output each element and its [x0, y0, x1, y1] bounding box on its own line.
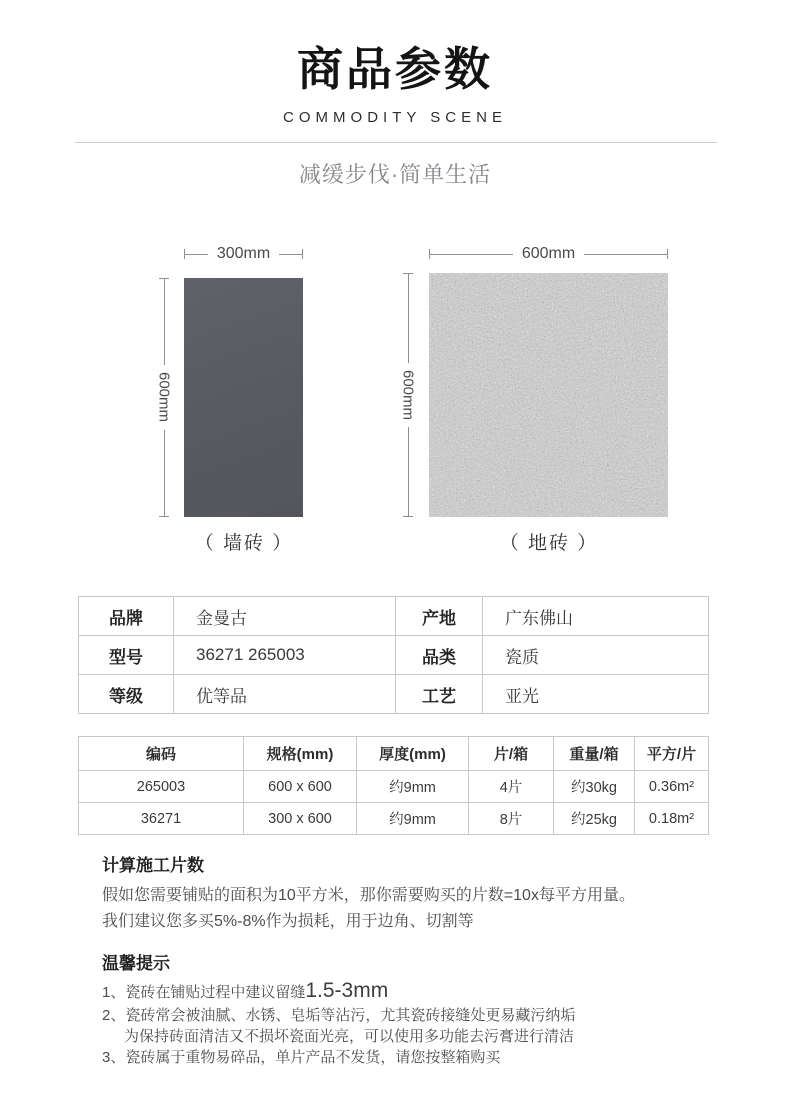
tips-item-1 [102, 979, 722, 1005]
spec-cell: 300 x 600 [244, 803, 357, 835]
spec-header-pieces-per-box: 片/箱 [469, 737, 554, 771]
spec-cell: 4片 [469, 771, 554, 803]
calc-line-2: 我们建议您多买5%-8%作为损耗，用于边角、切割等 [102, 913, 474, 930]
info-label-finish: 工艺 [396, 675, 483, 714]
spec-table [78, 736, 709, 835]
info-label-category: 品类 [396, 636, 483, 675]
table-row [79, 771, 709, 803]
dimension-line [164, 430, 165, 516]
calc-section-body [102, 883, 722, 935]
wall-tile-height-dimension [155, 278, 173, 517]
spec-cell: 约30kg [554, 771, 635, 803]
table-header-row [79, 737, 709, 771]
floor-tile-width-dimension [429, 246, 668, 262]
tips-item-2-line-1: 2、瓷砖常会被油腻、水锈、皂垢等沾污，尤其瓷砖接缝处更易藏污纳垢 [102, 1007, 576, 1024]
wall-tile-image [184, 278, 303, 517]
floor-tile-caption: （ 地砖 ） [499, 533, 599, 554]
header-divider [75, 142, 717, 143]
calc-section-heading: 计算施工片数 [102, 856, 204, 875]
product-info-table [78, 596, 709, 714]
tips-item-2-line-2: 为保持砖面清洁又不损坏瓷面光亮，可以使用多功能去污膏进行清洁 [124, 1028, 575, 1045]
floor-tile-width-label: 600mm [521, 245, 576, 262]
info-value-grade: 优等品 [174, 675, 396, 714]
info-label-grade: 等级 [79, 675, 174, 714]
dimension-tick [302, 249, 303, 259]
spec-header-thickness: 厚度(mm) [357, 737, 469, 771]
spec-header-weight-per-box: 重量/箱 [554, 737, 635, 771]
info-label-origin: 产地 [396, 597, 483, 636]
dimension-line [408, 427, 409, 516]
spec-cell: 600 x 600 [244, 771, 357, 803]
floor-tile-height-dimension [399, 273, 417, 517]
page-tagline: 减缓步伐·简单生活 [298, 162, 492, 187]
tips-section-body [102, 979, 722, 1068]
info-value-brand: 金曼古 [174, 597, 396, 636]
page-subtitle: COMMODITY SCENE [283, 109, 507, 126]
spec-header-size: 规格(mm) [244, 737, 357, 771]
spec-cell: 约25kg [554, 803, 635, 835]
dimension-tick [403, 516, 413, 517]
dimension-line [584, 254, 667, 255]
floor-tile-image [429, 273, 668, 517]
table-row [79, 803, 709, 835]
dimension-line [164, 279, 165, 365]
wall-tile-width-dimension [184, 246, 303, 262]
dimension-line [408, 274, 409, 363]
spec-header-code: 编码 [79, 737, 244, 771]
tips-item-1-emphasis: 1.5-3mm [305, 979, 389, 1002]
wall-tile-width-label: 300mm [216, 245, 271, 262]
tips-section-heading: 温馨提示 [102, 954, 170, 973]
table-row [79, 597, 709, 636]
page-title: 商品参数 [297, 43, 493, 95]
info-value-origin: 广东佛山 [483, 597, 709, 636]
table-row [79, 636, 709, 675]
info-value-finish: 亚光 [483, 675, 709, 714]
info-label-brand: 品牌 [79, 597, 174, 636]
tips-item-3: 3、瓷砖属于重物易碎品，单片产品不发货，请您按整箱购买 [102, 1049, 501, 1066]
floor-tile-height-label: 600mm [399, 369, 417, 421]
spec-cell: 约9mm [357, 803, 469, 835]
spec-cell: 8片 [469, 803, 554, 835]
spec-header-area-per-piece: 平方/片 [635, 737, 709, 771]
dimension-line [430, 254, 513, 255]
info-value-model: 36271 265003 [174, 636, 396, 675]
calc-line-1: 假如您需要铺贴的面积为10平方米，那你需要购买的片数=10x每平方用量。 [102, 887, 635, 904]
spec-cell: 265003 [79, 771, 244, 803]
spec-cell: 0.18m² [635, 803, 709, 835]
spec-cell: 36271 [79, 803, 244, 835]
info-label-model: 型号 [79, 636, 174, 675]
spec-cell: 约9mm [357, 771, 469, 803]
dimension-tick [667, 249, 668, 259]
table-row [79, 675, 709, 714]
dimension-tick [159, 516, 169, 517]
spec-cell: 0.36m² [635, 771, 709, 803]
wall-tile-height-label: 600mm [155, 372, 173, 423]
dimension-line [279, 254, 302, 255]
info-value-category: 瓷质 [483, 636, 709, 675]
wall-tile-caption: （ 墙砖 ） [194, 533, 294, 554]
tips-item-1-text: 1、瓷砖在铺贴过程中建议留缝 [102, 984, 306, 1001]
dimension-line [185, 254, 208, 255]
